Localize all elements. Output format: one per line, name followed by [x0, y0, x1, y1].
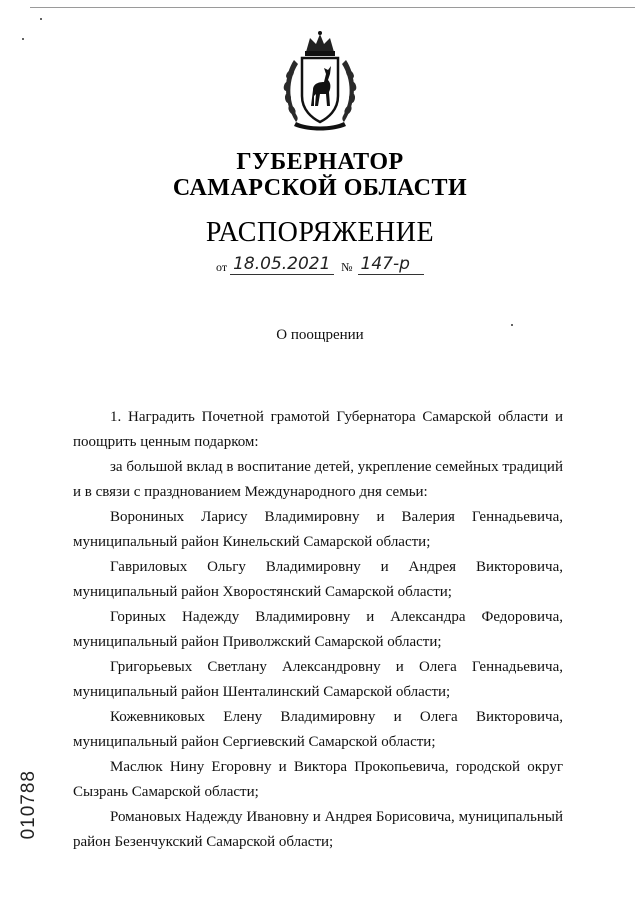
body-paragraph: Гавриловых Ольгу Владимировну и Андрея Викторовича, муниципальный район Хворостянский Самарской области; [73, 559, 563, 600]
top-edge-line [30, 7, 635, 8]
document-reference-line [216, 255, 424, 275]
authority-title-line2: САМАРСКОЙ ОБЛАСТИ [172, 175, 468, 201]
body-paragraph: Романовых Надежду Ивановну и Андрея Борисовича, муниципальный район Безенчукский Самарской области; [73, 809, 563, 850]
body-paragraph: за большой вклад в воспитание детей, укрепление семейных традиций и в связи с празднованием Международного дня семьи: [73, 459, 563, 500]
number-label: № [341, 260, 353, 274]
document-type-heading: РАСПОРЯЖЕНИЕ [205, 217, 435, 248]
date-label: от [216, 260, 228, 274]
coat-of-arms-emblem [276, 30, 364, 134]
body-paragraph: Гориных Надежду Владимировну и Александра Федоровича, муниципальный район Приволжский Самарской области; [73, 609, 563, 650]
handwritten-date: 18.05.2021 [230, 255, 334, 275]
handwritten-number: 147-р [358, 255, 424, 275]
document-subject: О поощрении [276, 327, 364, 343]
registration-number: 010788 [18, 770, 39, 840]
body-paragraph: 1. Наградить Почетной грамотой Губернатора Самарской области и поощрить ценным подарком: [73, 409, 563, 450]
scan-speck [511, 324, 513, 326]
body-paragraph: Григорьевых Светлану Александровну и Олега Геннадьевича, муниципальный район Шенталинский Самарской области; [73, 659, 563, 700]
scan-speck [40, 18, 42, 20]
crown-icon [305, 31, 335, 56]
body-paragraph: Кожевниковых Елену Владимировну и Олега Викторовича, муниципальный район Сергиевский Самарской области; [73, 709, 563, 750]
body-paragraph: Ворониных Ларису Владимировну и Валерия Геннадьевича, муниципальный район Кинельский Самарской области; [73, 509, 563, 550]
document-body [73, 405, 563, 855]
authority-title-line1: ГУБЕРНАТОР [236, 149, 404, 175]
body-paragraph: Маслюк Нину Егоровну и Виктора Прокопьевича, городской округ Сызрань Самарской области; [73, 759, 563, 800]
scan-speck [22, 38, 24, 40]
